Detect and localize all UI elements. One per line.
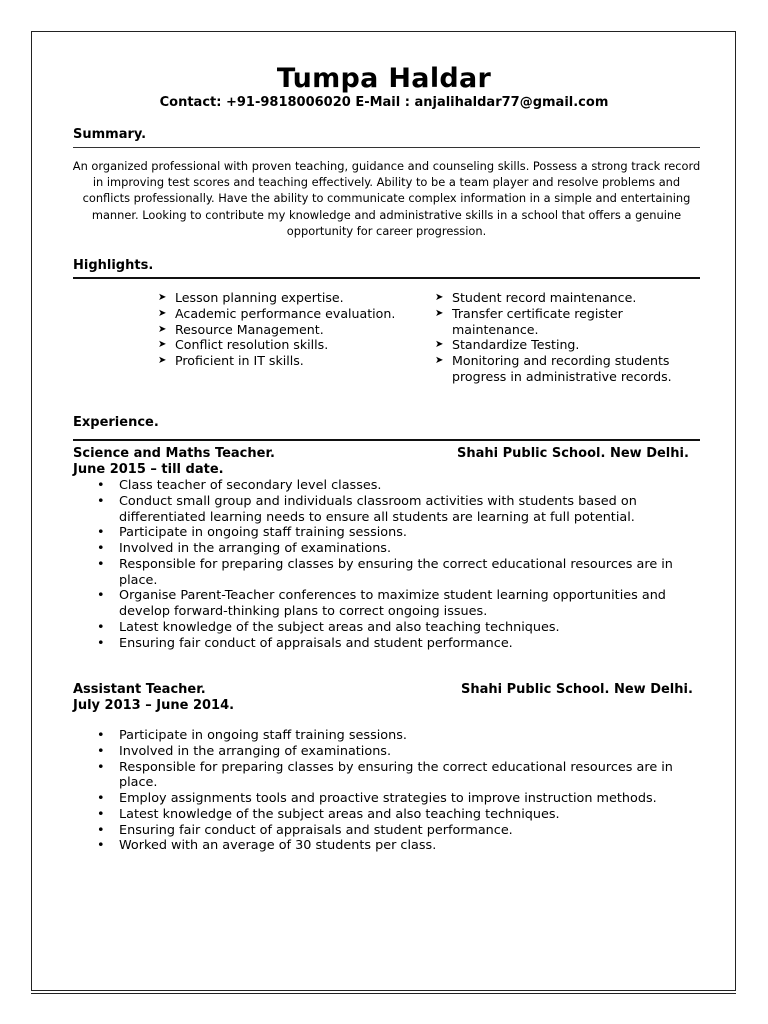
job-duties-list	[73, 478, 673, 651]
duty-item: • Worked with an average of 30 students per class.	[97, 838, 437, 854]
arrow-bullet-icon: ➤	[435, 355, 444, 367]
highlight-item: ➤ Academic performance evaluation.	[158, 305, 396, 321]
bullet-dot-icon: •	[97, 556, 105, 572]
bullet-dot-icon: •	[97, 588, 105, 604]
experience-heading: Experience.	[73, 415, 159, 430]
summary-text: An organized professional with proven teaching, guidance and counseling skills. Possess a strong track record in improving test scores and teaching effectively. Ability to be a team player and resolve problems and conflicts professionally. Have the ability to communicate complex information in a simple and entertaining manner. Looking to contribute my knowledge and administrative skills in a school that offers a genuine opportunity for career progression.	[72, 159, 701, 238]
summary-heading: Summary.	[73, 127, 147, 142]
duty-item: • Employ assignments tools and proactive strategies to improve instruction methods.	[97, 791, 657, 806]
highlights-left-list	[158, 290, 408, 369]
arrow-bullet-icon: ➤	[435, 307, 444, 319]
arrow-bullet-icon: ➤	[158, 307, 167, 319]
job-dates: July 2013 – June 2014.	[73, 698, 235, 713]
duty-item: • Responsible for preparing classes by ensuring the correct educational resources are in place.	[97, 556, 673, 588]
highlight-item: ➤ Lesson planning expertise.	[158, 290, 344, 305]
arrow-bullet-icon: ➤	[158, 323, 167, 335]
duty-item: • Latest knowledge of the subject areas and also teaching techniques.	[97, 619, 560, 635]
arrow-bullet-icon: ➤	[158, 339, 167, 351]
bullet-dot-icon: •	[97, 525, 105, 541]
job-dates: June 2015 – till date.	[73, 462, 224, 477]
bullet-dot-icon: •	[97, 743, 105, 759]
duty-item: • Participate in ongoing staff training sessions.	[97, 728, 407, 743]
arrow-bullet-icon: ➤	[158, 292, 167, 303]
highlight-item: ➤ Resource Management.	[158, 321, 324, 337]
highlight-item: ➤ Conflict resolution skills.	[158, 337, 329, 353]
duty-item: • Ensuring fair conduct of appraisals and student performance.	[97, 822, 513, 838]
job-school: Shahi Public School. New Delhi.	[461, 682, 693, 697]
duty-item: • Organise Parent-Teacher conferences to maximize student learning opportunities and develop forward-thinking plans to correct ongoing issues.	[97, 588, 666, 619]
bullet-dot-icon: •	[97, 838, 105, 854]
contact-line: Contact: +91-9818006020 E-Mail : anjalihaldar77@gmail.com	[159, 95, 609, 110]
highlights-right-list	[435, 290, 680, 385]
job-school: Shahi Public School. New Delhi.	[457, 446, 689, 461]
duty-item: • Latest knowledge of the subject areas and also teaching techniques.	[97, 806, 560, 822]
duty-item: • Class teacher of secondary level classes.	[97, 478, 382, 493]
bullet-dot-icon: •	[97, 478, 105, 493]
highlight-item: ➤ Proficient in IT skills.	[158, 353, 304, 369]
summary-divider	[73, 147, 700, 148]
page-border-bottom	[31, 993, 736, 994]
highlights-heading: Highlights.	[73, 258, 154, 273]
highlight-item: ➤ Transfer certificate register maintenance.	[435, 305, 623, 337]
highlights-divider	[73, 277, 700, 279]
job-duties-list	[73, 728, 673, 854]
duty-item: • Conduct small group and individuals classroom activities with students based on differentiated learning needs to ensure all students are learning at full potential.	[97, 493, 637, 525]
arrow-bullet-icon: ➤	[158, 355, 167, 367]
bullet-dot-icon: •	[97, 635, 105, 651]
highlight-item: ➤ Student record maintenance.	[435, 290, 637, 305]
job-title: Assistant Teacher.	[73, 682, 206, 697]
duty-item: • Responsible for preparing classes by ensuring the correct educational resources are in place.	[97, 759, 673, 791]
bullet-dot-icon: •	[97, 619, 105, 635]
duty-item: • Involved in the arranging of examinations.	[97, 743, 392, 759]
job-title: Science and Maths Teacher.	[73, 446, 275, 461]
bullet-dot-icon: •	[97, 806, 105, 822]
bullet-dot-icon: •	[97, 759, 105, 775]
highlight-item: ➤ Monitoring and recording students progress in administrative records.	[435, 353, 672, 384]
duty-item: • Ensuring fair conduct of appraisals and student performance.	[97, 635, 513, 651]
highlight-item: ➤ Standardize Testing.	[435, 337, 580, 353]
arrow-bullet-icon: ➤	[435, 292, 444, 303]
bullet-dot-icon: •	[97, 791, 105, 806]
bullet-dot-icon: •	[97, 493, 105, 509]
bullet-dot-icon: •	[97, 822, 105, 838]
duty-item: • Participate in ongoing staff training sessions.	[97, 525, 407, 541]
experience-divider	[73, 439, 700, 441]
bullet-dot-icon: •	[97, 728, 105, 743]
bullet-dot-icon: •	[97, 541, 105, 556]
arrow-bullet-icon: ➤	[435, 339, 444, 351]
duty-item: • Involved in the arranging of examinations.	[97, 541, 392, 556]
resume-name: Tumpa Haldar	[276, 63, 492, 94]
